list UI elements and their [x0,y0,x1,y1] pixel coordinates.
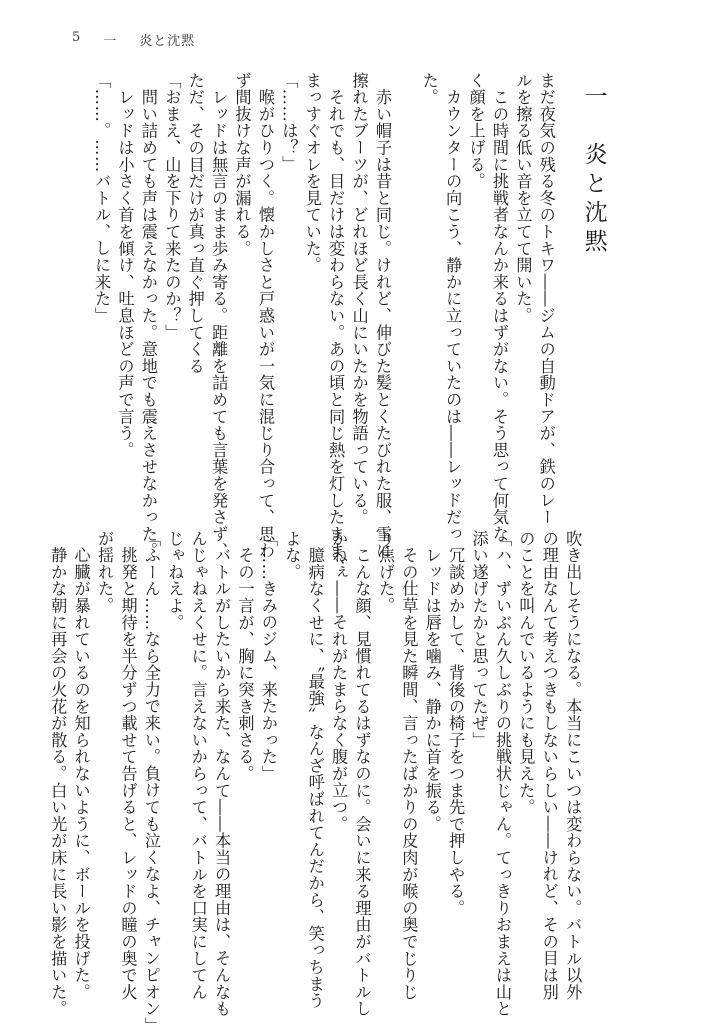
text-line: 挑発と期待を半分ずつ載せて告げると、レッドの瞳の奥で火 [118,530,138,1001]
text-line: 「おまえ、山を下りて来たのか？」 [162,72,182,341]
text-line: 吹き出しそうになる。本当にこいつは変わらない。バトル以外 [563,530,583,1001]
text-line: 臆病なくせに、〝最強〟なんざ呼ばれてんだから、笑っちまう [305,530,325,1010]
text-line: 添い遂げたかと思ってたぜ」 [469,530,489,749]
header-chapter-number: 一 [103,34,118,49]
chapter-heading: 一 炎と沈黙 [580,83,607,258]
text-line: ルを擦る低い音を立てて開いた。 [513,72,533,324]
bottom-lines [46,530,584,1034]
header-chapter-title: 炎と沈黙 [139,34,196,49]
text-line: のことを叫んでいるようにも見えた。 [516,530,536,816]
bottom-text-block [22,530,631,1034]
text-line: 心臓が暴れているのを知られないように、ボールを投げた。 [71,530,91,1001]
text-line: レッドは小さく首を傾け、吐息ほどの声で言う。 [115,72,135,459]
text-line: カウンターの向こう、静かに立っていたのは――レッドだっ [443,72,463,543]
text-line: まだ夜気の残る冬のトキワ――ジムの自動ドアが、鉄のレー [536,72,556,526]
text-line: 「……。……バトル、しに来た」 [92,72,112,324]
text-line: よな。 [282,530,302,581]
text-line: 静かな朝に再会の火花が散る。白い光が床に長い影を描いた。 [48,530,68,1018]
text-line: その仕草を見た瞬間、言ったばかりの皮肉が喉の奥でじりじ [399,530,419,1001]
text-line: ただ、その目だけが真っ直ぐ押してくる [185,72,205,375]
text-line: その一言が、胸に突き刺さる。 [235,530,255,782]
text-line: が揺れた。 [95,530,115,614]
text-line: こんな顔、見慣れてるはずなのに。会いに来る理由がバトルし [352,530,372,1018]
text-line: 擦れたブーツが、どれほど長く山にいたかを物語っている。 [349,72,369,526]
text-line: バトルがしたいから来た、なんて――本当の理由は、そんなも [212,530,232,1018]
text-line: 喉がひりつく。懐かしさと戸惑いが一気に混じり合って、思わ [255,72,275,560]
text-line: 赤い帽子は昔と同じ。けれど、伸びた髪とくたびれた服、雪に [372,72,392,560]
text-line: レッドは無言のまま歩み寄る。距離を詰めても言葉を発さず、 [209,72,229,560]
text-line: 冗談めかして、背後の椅子をつま先で押しやる。 [446,530,466,917]
running-header [72,30,195,49]
text-line: く顔を上げる。 [466,72,486,190]
text-line: じゃねえよ。 [165,530,185,631]
text-line: 「ふーん……なら全力で来い。負けても泣くなよ、チャンピオン」 [141,530,161,1034]
text-line: 「ハ、ずいぶん久しぶりの挑戦状じゃん。てっきりおまえは山と [492,530,512,1018]
text-line: この時間に挑戦者なんか来るはずがない。そう思って何気な [489,72,509,543]
text-line: の理由なんて考えつきもしないらしい――けれど、その目は別 [539,530,559,1001]
text-line: た。 [419,72,439,106]
text-line: んじゃねえくせに。言えないからって、バトルを口実にしてん [188,530,208,1001]
text-line: り焦げた。 [375,530,395,614]
text-line: 「……きみのジム、来たかった」 [258,530,278,782]
text-line: ず間抜けな声が漏れる。 [232,72,252,257]
text-line: 問い詰めても声は震えなかった。意地でも震えさせなかった。 [138,72,158,560]
text-line: 「……は？」 [279,72,299,173]
blank-line [394,72,417,512]
text-line: まっすぐオレを見ていた。 [302,72,322,274]
text-line: かねぇ――それがたまらなく腹が立つ。 [329,530,349,833]
page-number: 5 [72,30,82,45]
text-line: レッドは唇を噛み、静かに首を振る。 [422,530,442,833]
text-line: それでも、目だけは変わらない。あの頃と同じ熱を灯したまま、 [326,72,346,576]
